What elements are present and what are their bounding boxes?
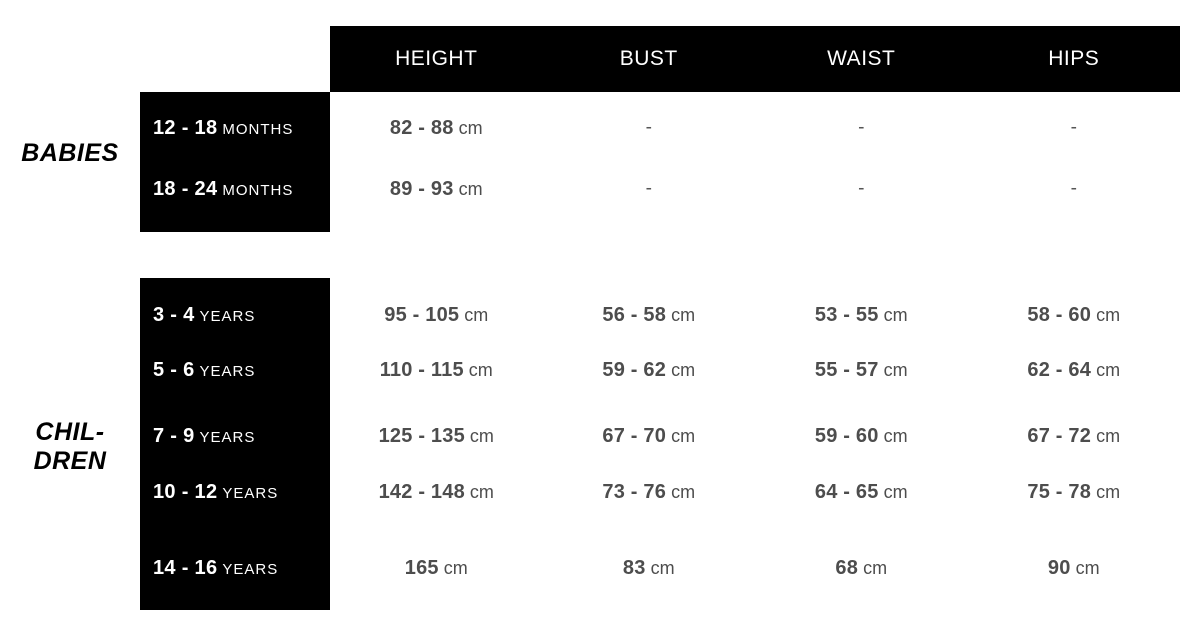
table-row	[140, 167, 1180, 211]
column-header-hips: HIPS	[1048, 47, 1100, 70]
cell-waist: 53 - 55 cm	[814, 303, 908, 326]
age-label: 14 - 16 YEARS	[153, 556, 279, 579]
age-label: 3 - 4 YEARS	[153, 303, 256, 326]
cell-waist: 68 cm	[835, 556, 888, 579]
cell-bust: 67 - 70 cm	[602, 424, 696, 447]
measurement-cells	[330, 117, 1180, 140]
group-label-babies: BABIES	[21, 139, 119, 167]
column-header-waist: WAIST	[827, 47, 896, 70]
measurement-cells	[330, 425, 1180, 448]
column-header-height: HEIGHT	[395, 47, 478, 70]
cell-bust: 83 cm	[622, 556, 675, 579]
cell-waist: 64 - 65 cm	[814, 480, 908, 503]
measurement-cells	[330, 557, 1180, 580]
cell-hips: 58 - 60 cm	[1027, 303, 1121, 326]
cell-waist: 59 - 60 cm	[814, 424, 908, 447]
measurement-cells	[330, 359, 1180, 382]
cell-height: 125 - 135 cm	[378, 424, 494, 447]
cell-height: 165 cm	[404, 556, 468, 579]
measurement-cells	[330, 481, 1180, 504]
age-label: 12 - 18 MONTHS	[153, 116, 294, 139]
age-label: 10 - 12 YEARS	[153, 480, 279, 503]
table-row	[140, 293, 1180, 337]
table-row	[140, 546, 1180, 590]
cell-bust: 59 - 62 cm	[602, 358, 696, 381]
cell-height: 95 - 105 cm	[384, 303, 489, 326]
cell-height: 110 - 115 cm	[379, 358, 493, 381]
cell-waist: -	[858, 177, 865, 199]
cell-height: 142 - 148 cm	[378, 480, 494, 503]
cell-hips: 90 cm	[1047, 556, 1100, 579]
cell-hips: 62 - 64 cm	[1027, 358, 1121, 381]
column-header-bust: BUST	[619, 47, 678, 70]
cell-bust: -	[645, 116, 652, 138]
group-label-children: CHIL- DREN	[33, 418, 107, 475]
table-header-row	[330, 26, 1180, 92]
cell-height: 89 - 93 cm	[389, 177, 483, 200]
measurement-cells	[330, 304, 1180, 327]
cell-hips: -	[1070, 116, 1077, 138]
cell-waist: 55 - 57 cm	[814, 358, 908, 381]
cell-hips: 67 - 72 cm	[1027, 424, 1121, 447]
table-row	[140, 414, 1180, 458]
age-label: 7 - 9 YEARS	[153, 424, 256, 447]
age-label: 5 - 6 YEARS	[153, 358, 256, 381]
cell-hips: 75 - 78 cm	[1027, 480, 1121, 503]
cell-bust: -	[645, 177, 652, 199]
table-row	[140, 106, 1180, 150]
measurement-cells	[330, 178, 1180, 201]
table-row	[140, 348, 1180, 392]
cell-height: 82 - 88 cm	[389, 116, 483, 139]
cell-hips: -	[1070, 177, 1077, 199]
cell-bust: 73 - 76 cm	[602, 480, 696, 503]
age-label: 18 - 24 MONTHS	[153, 177, 294, 200]
table-row	[140, 470, 1180, 514]
cell-waist: -	[858, 116, 865, 138]
cell-bust: 56 - 58 cm	[602, 303, 696, 326]
